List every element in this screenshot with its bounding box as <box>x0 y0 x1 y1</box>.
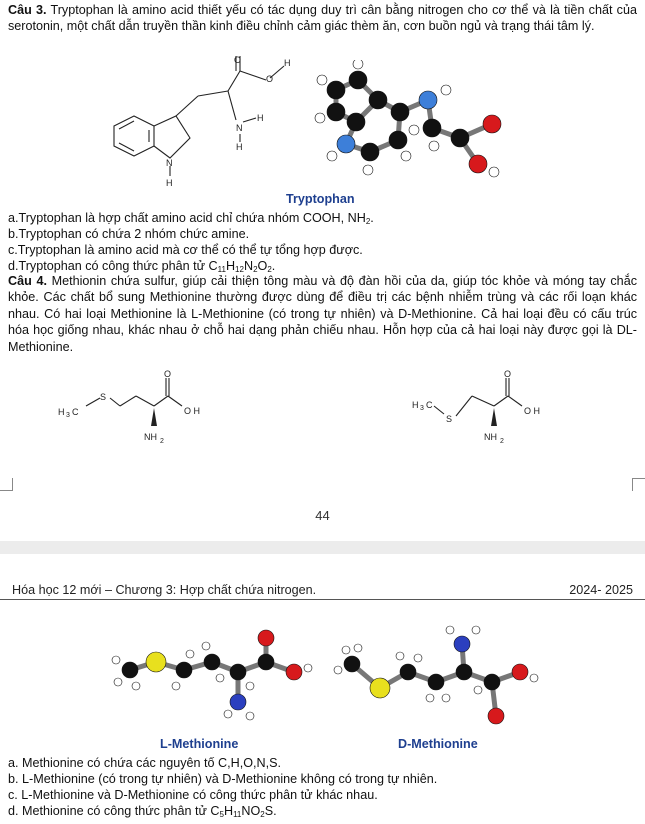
header-rule <box>0 599 645 600</box>
q3-option-c: c.Tryptophan là amino acid mà cơ thể có thể tự tổng hợp được. <box>8 243 363 257</box>
d-ch3-sub: 3 <box>420 405 424 412</box>
l-nh2-sub: 2 <box>160 438 164 445</box>
d-methionine-structure <box>398 368 558 450</box>
q3-option-b: b.Tryptophan có chứa 2 nhóm chức amine. <box>8 227 250 241</box>
header-title: Hóa học 12 mới – Chương 3: Hợp chất chứa nitrogen. <box>12 583 317 597</box>
q3-title: Câu 3. <box>8 3 47 17</box>
q4-option-d: d. Methionine có công thức phân tử $C_5H_{11}NO_2S$. <box>8 804 277 819</box>
d-ch3-h: H <box>412 400 419 410</box>
trp-ring-h-label: H <box>166 178 173 188</box>
d-ch3-c: C <box>426 400 433 410</box>
l-methionine-structure <box>58 368 218 450</box>
d-s-label: S <box>446 414 453 424</box>
header-year: 2024- 2025 <box>569 583 633 597</box>
trp-nh-label: H <box>257 113 264 123</box>
q4-option-b: b. L-Methionine (có trong tự nhiên) và D-Methionine không có trong tự nhiên. <box>8 772 438 786</box>
page-number: 44 <box>315 508 330 523</box>
l-methionine-3d-model <box>108 620 318 732</box>
page-corner-right <box>632 478 645 491</box>
trp-nh2-label: H <box>236 142 243 152</box>
page-header <box>12 583 633 597</box>
d-nh2-sub: 2 <box>500 438 504 445</box>
d-o-label: O <box>504 369 512 379</box>
page-break <box>0 541 645 554</box>
d-methionine-caption: D-Methionine <box>398 737 478 751</box>
tryptophan-3d-model <box>308 60 508 195</box>
d-oh-label: O H <box>524 406 541 416</box>
q3-option-d: d.Tryptophan có công thức phân tử $C_{11}H_{12}N_2O_2$. <box>8 259 276 274</box>
tryptophan-caption: Tryptophan <box>286 192 355 206</box>
d-methionine-3d-model <box>330 620 545 732</box>
l-oh-label: O H <box>184 406 201 416</box>
trp-ring-n-label: N <box>166 158 173 168</box>
q4-intro: Câu 4. Methionin chứa sulfur, giúp cải thiện tông màu và độ đàn hồi của da, giúp tóc khỏe và móng tay chắc khỏe. Các chất bổ sung Methionine thường được dùng để điều trị các bệnh nhiễm trùng và các rối loạn khác nhau. Có hai loại Methionine là L-Methionine (có trong tự nhiên) và D-Methionine. Cả hai loại đều có cấu trúc hóa học giống nhau, khác nhau ở chỗ hai dạng phản chiếu nhau. Hỗn hợp của cả hai loại này được gọi là DL-Methionine. <box>8 274 637 354</box>
l-nh2-label: NH <box>144 432 157 442</box>
q3-option-a: a.Tryptophan là hợp chất amino acid chỉ chứa nhóm COOH, $NH_2$. <box>8 211 374 226</box>
l-methionine-caption: L-Methionine <box>160 737 239 751</box>
trp-n-label: N <box>236 123 243 133</box>
d-nh2-label: NH <box>484 432 497 442</box>
q4-option-a: a. Methionine có chứa các nguyên tố C,H,O,N,S. <box>8 756 282 770</box>
q3-intro: Câu 3. Tryptophan là amino acid thiết yếu có tác dụng duy trì cân bằng nitrogen cho cơ thể và là tiền chất của serotonin, một chất dẫn truyền thần kinh điều chỉnh cảm giác thèm ăn, cơn buồn ngủ và trạng thái tâm lý. <box>8 3 637 34</box>
page-corner-left <box>0 478 13 491</box>
l-ch3-sub: 3 <box>66 412 70 419</box>
tryptophan-structure <box>100 54 300 189</box>
l-ch3-h: H <box>58 407 65 417</box>
l-o-label: O <box>164 369 172 379</box>
q4-title: Câu 4. <box>8 274 47 288</box>
q4-option-c: c. L-Methionine và D-Methionine có công thức phân tử khác nhau. <box>8 788 378 802</box>
l-s-label: S <box>100 392 107 402</box>
trp-oh-o-label: O <box>266 74 274 84</box>
trp-o-label: O <box>234 55 242 65</box>
l-ch3-c: C <box>72 407 79 417</box>
trp-oh-h-label: H <box>284 58 291 68</box>
